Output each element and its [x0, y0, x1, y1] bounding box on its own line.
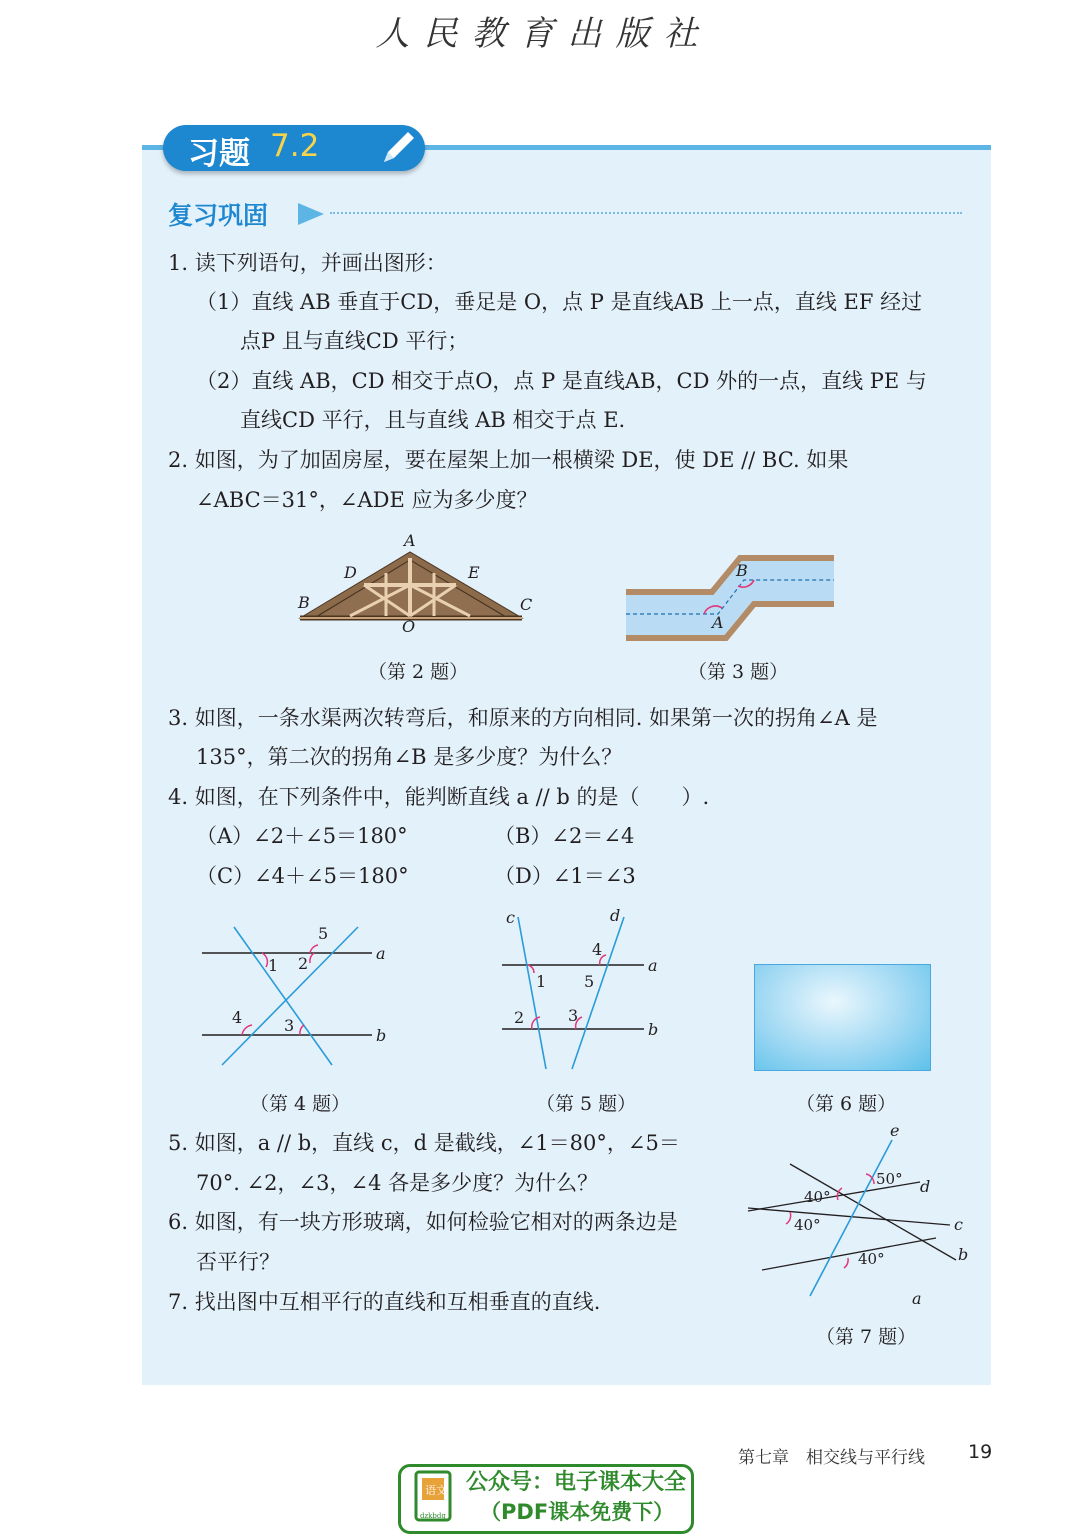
- problem-3-cont: 135°，第二次的拐角∠B 是多少度？为什么？: [196, 745, 623, 769]
- fig7-label-e: e: [890, 1121, 900, 1140]
- fig7-angle-40-mid: 40°: [794, 1216, 821, 1234]
- fig7-label-a: a: [912, 1289, 922, 1308]
- option-D: （D）∠1＝∠3: [494, 864, 636, 888]
- problem-1-part-1: （1）直线 AB 垂直于CD，垂足是 O，点 P 是直线AB 上一点，直线 EF 经过: [196, 290, 923, 314]
- svg-text:dzkbdq: dzkbdq: [420, 1512, 446, 1520]
- problem-5-cont: 70°. ∠2，∠3，∠4 各是多少度？为什么？: [196, 1171, 599, 1195]
- figure-7-lines: [740, 1118, 980, 1318]
- fig5-angle-1: 1: [536, 972, 547, 991]
- watermark-line-2: （PDF课本免费下）: [480, 1500, 675, 1524]
- problem-5: 5. 如图，a // b，直线 c，d 是截线，∠1＝80°，∠5＝: [168, 1131, 680, 1155]
- problem-6: 6. 如图，有一块方形玻璃，如何检验它相对的两条边是: [168, 1210, 678, 1234]
- fig3-label-A: A: [712, 613, 724, 632]
- svg-text:语文: 语文: [425, 1484, 447, 1497]
- page-number: 19: [968, 1441, 993, 1463]
- fig2-label-E: E: [468, 563, 480, 582]
- fig5-label-a: a: [648, 956, 658, 975]
- option-B: （B）∠2＝∠4: [494, 824, 635, 848]
- figure-3-canal: [620, 552, 845, 644]
- problem-4: 4. 如图，在下列条件中，能判断直线 a // b 的是（ ）.: [168, 785, 710, 809]
- fig2-label-O: O: [402, 617, 416, 636]
- fig4-angle-4: 4: [232, 1008, 243, 1027]
- figure-5-lines: [496, 905, 676, 1075]
- fig2-label-C: C: [520, 595, 533, 614]
- publisher-logo: 人民教育出版社: [375, 14, 712, 54]
- option-C: （C）∠4＋∠5＝180°: [196, 864, 409, 888]
- problem-1: 1. 读下列语句，并画出图形：: [168, 251, 447, 275]
- figure-4-lines: [196, 915, 396, 1075]
- fig4-label-a: a: [376, 944, 386, 963]
- fig5-label-d: d: [610, 906, 621, 925]
- caption-fig5: （第 5 题）: [536, 1093, 637, 1115]
- figure-6-glass-pane: [754, 964, 931, 1071]
- problem-6-cont: 否平行？: [196, 1250, 280, 1274]
- fig2-label-B: B: [298, 593, 310, 612]
- problem-2-cont: ∠ABC＝31°，∠ADE 应为多少度？: [196, 488, 538, 512]
- fig5-label-c: c: [506, 908, 515, 927]
- fig7-angle-40-bottom: 40°: [858, 1250, 885, 1268]
- fig5-angle-2: 2: [514, 1008, 525, 1027]
- caption-fig7: （第 7 题）: [816, 1326, 917, 1348]
- fig5-angle-4: 4: [592, 940, 603, 959]
- fig4-angle-3: 3: [284, 1016, 295, 1035]
- fig3-label-B: B: [736, 561, 748, 580]
- fig2-label-A: A: [404, 531, 416, 550]
- fig4-angle-1: 1: [268, 956, 279, 975]
- problem-2: 2. 如图，为了加固房屋，要在屋架上加一根横梁 DE，使 DE // BC. 如果: [168, 448, 849, 472]
- chapter-footer: 第七章 相交线与平行线: [738, 1448, 925, 1468]
- fig5-angle-5: 5: [584, 972, 595, 991]
- fig5-label-b: b: [648, 1020, 659, 1039]
- option-A: （A）∠2＋∠5＝180°: [196, 824, 408, 848]
- section-title: 复习巩固: [168, 201, 269, 230]
- fig4-angle-2: 2: [298, 954, 309, 973]
- caption-fig2: （第 2 题）: [368, 661, 469, 683]
- caption-fig3: （第 3 题）: [688, 661, 789, 683]
- fig4-angle-5: 5: [318, 924, 329, 943]
- section-divider: [330, 212, 962, 214]
- problem-1-part-2-cont: 直线CD 平行，且与直线 AB 相交于点 E.: [240, 408, 626, 432]
- problem-1-part-2: （2）直线 AB，CD 相交于点O，点 P 是直线AB，CD 外的一点，直线 PE 与: [196, 369, 927, 393]
- tab-title: 习题: [188, 136, 250, 172]
- fig7-label-b: b: [958, 1245, 969, 1264]
- fig7-label-c: c: [954, 1215, 963, 1234]
- fig2-label-D: D: [344, 563, 357, 582]
- pencil-icon: [378, 128, 418, 168]
- problem-1-part-1-cont: 点P 且与直线CD 平行；: [240, 329, 469, 353]
- fig7-angle-40-top: 40°: [804, 1188, 831, 1206]
- fig7-angle-50: 50°: [876, 1170, 903, 1188]
- problem-7: 7. 找出图中互相平行的直线和互相垂直的直线.: [168, 1290, 601, 1314]
- caption-fig6: （第 6 题）: [796, 1093, 897, 1115]
- section-arrow-icon: [298, 203, 328, 225]
- caption-fig4: （第 4 题）: [250, 1093, 351, 1115]
- fig7-label-d: d: [920, 1177, 931, 1196]
- book-icon: [412, 1468, 456, 1526]
- tab-number: 7.2: [270, 128, 320, 164]
- fig4-label-b: b: [376, 1026, 387, 1045]
- watermark-line-1: 公众号：电子课本大全: [466, 1470, 687, 1495]
- fig5-angle-3: 3: [568, 1006, 579, 1025]
- figure-2-roof-truss: [290, 528, 540, 643]
- problem-3: 3. 如图，一条水渠两次转弯后，和原来的方向相同. 如果第一次的拐角∠A 是: [168, 706, 878, 730]
